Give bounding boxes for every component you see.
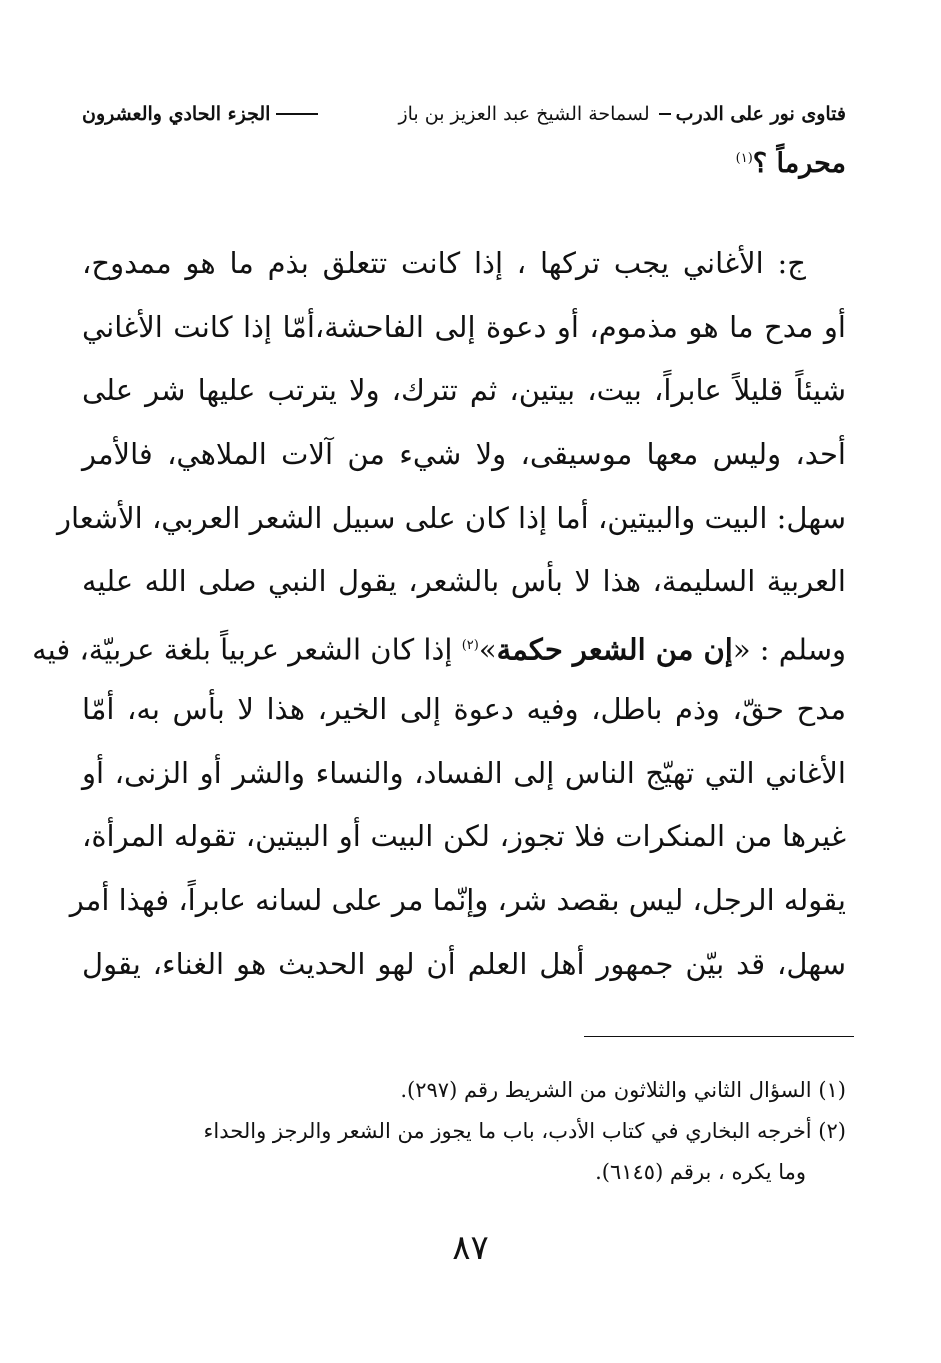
line7-start: وسلم : « — [732, 632, 846, 667]
line7-close: » — [478, 632, 497, 667]
answer-body — [32, 232, 846, 996]
page-number: ٨٧ — [452, 1228, 489, 1268]
body-line-10: غيرها من المنكرات فلا تجوز، لكن البيت أو البيتين، تقوله المرأة، — [82, 819, 846, 854]
body-line-2: أو مدح ما هو مذموم، أو دعوة إلى الفاحشة،أمّا إذا كانت الأغاني — [82, 309, 846, 344]
body-line-4: أحد، وليس معها موسيقى، ولا شيء من آلات الملاهي، فالأمر — [82, 437, 846, 472]
running-header — [82, 96, 846, 132]
body-line-8: مدح حقّ، وذم باطل، وفيه دعوة إلى الخير، هذا لا بأس به، أمّا — [82, 691, 846, 726]
header-author: لسماحة الشيخ عبد العزيز بن باز — [398, 103, 650, 125]
footnotes — [82, 1070, 846, 1193]
header-dash — [659, 113, 671, 115]
body-line-12: سهل، قد بيّن جمهور أهل العلم أن لهو الحديث هو الغناء، يقول — [82, 946, 846, 981]
header-volume-group — [82, 103, 324, 125]
header-title-group — [398, 103, 846, 125]
footnote-2-continuation: وما يكره ، برقم (٦١٤٥). — [595, 1160, 806, 1184]
question-tail — [736, 148, 846, 179]
body-line-5: سهل: البيت والبيتين، أما إذا كان على سبيل الشعر العربي، الأشعار — [57, 500, 846, 535]
footnote-ref-1: (١) — [735, 151, 753, 166]
footnote-separator — [584, 1036, 854, 1037]
body-line-1: ج: الأغاني يجب تركها ، إذا كانت تتعلق بذم ما هو ممدوح، — [82, 246, 806, 280]
line7-end: إذا كان الشعر عربياً بلغة عربيّة، فيه — [32, 632, 462, 667]
body-line-11: يقوله الرجل، ليس بقصد شر، وإنّما مر على لسانه عابراً، فهذا أمر — [69, 882, 846, 917]
footnote-ref-2: (٢) — [461, 638, 479, 654]
header-book-title: فتاوى نور على الدرب — [675, 103, 846, 125]
body-line-7 — [32, 614, 846, 678]
body-line-3: شيئاً قليلاً عابراً، بيت، بيتين، ثم تترك، ولا يترتب عليها شر على — [82, 373, 846, 408]
hadith-quote: إن من الشعر حكمة — [496, 632, 733, 667]
header-volume: الجزء الحادي والعشرون — [82, 103, 271, 125]
footnote-1: (١) السؤال الثاني والثلاثون من الشريط رقم (٢٩٧). — [400, 1078, 846, 1102]
question-tail-text: محرماً ؟ — [752, 148, 846, 179]
body-line-9: الأغاني التي تهيّج الناس إلى الفساد، والنساء والشر أو الزنى، أو — [82, 755, 846, 790]
footnote-2: (٢) أخرجه البخاري في كتاب الأدب، باب ما يجوز من الشعر والرجز والحداء — [203, 1119, 846, 1143]
body-line-6: العربية السليمة، هذا لا بأس بالشعر، يقول النبي صلى الله عليه — [82, 564, 846, 599]
header-rule — [276, 113, 318, 115]
